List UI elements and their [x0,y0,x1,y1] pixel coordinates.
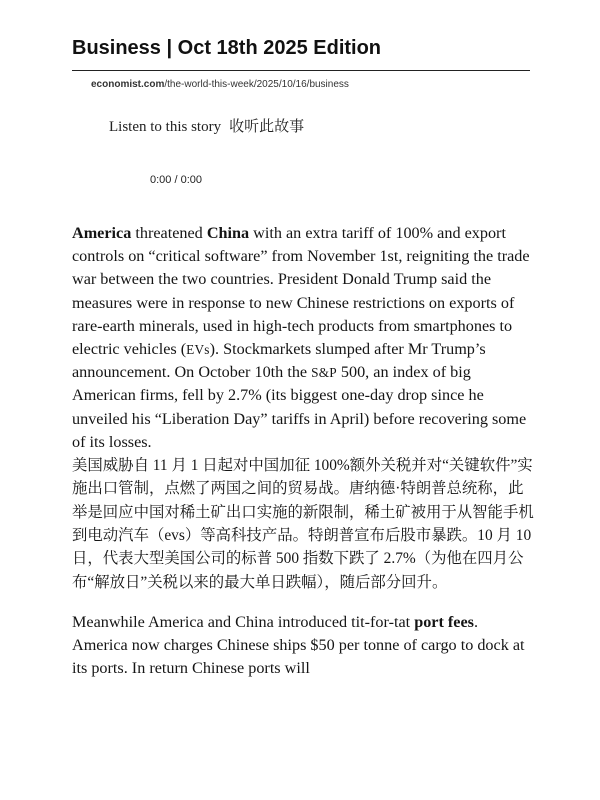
url-path: /the-world-this-week/2025/10/16/business [164,79,349,90]
listen-label-cn: 收听此故事 [229,119,305,135]
audio-player[interactable] [150,172,202,188]
article-body [72,222,534,680]
audio-time: 0:00 / 0:00 [150,174,202,186]
bold-china: China [206,224,250,242]
text-run: threatened [131,224,207,242]
text-run: ). Stockmarkets slumped after Mr Trump’s announcement. On October 10th the [72,340,486,382]
paragraph-1-chinese: 美国威胁自 11 月 1 日起对中国加征 100%额外关税并对“关键软件”实施出口管制，点燃了两国之间的贸易战。唐纳德·特朗普总统称，此举是回应中国对稀土矿出口实施的新限制，稀土矿被用于从智能手机到电动汽车（evs）等高科技产品。特朗普宣布后股市暴跌。10 月 10 日，代表大型美国公司的标普 500 指数下跌了 2.7%（为他在四月公布“解放日”关税以来的最大单日跌幅），随后部分回升。 [72,457,534,591]
small-caps-evs: EVs [186,342,210,358]
listen-to-story [109,117,304,137]
listen-label: Listen to this story [109,119,222,135]
text-run: Meanwhile America and China introduced tit-for-tat [72,612,415,631]
paragraph-2 [72,611,534,681]
source-url[interactable] [91,78,349,92]
text-run: with an extra tariff of 100% and export controls on “critical software” from November 1st, reigniting the trade war between the two countries. President Donald Trump said the measures were in response to new Chinese restrictions on exports of rare-earth minerals, used in high-tech products from smartphones to electric vehicles ( [72,224,530,359]
text-run: 500, an index of big American firms, fell by 2.7% (its biggest one-day drop since he unveiled his “Liberation Day” tariffs in April) before recovering some of its losses. [72,363,527,451]
paragraph-1 [72,222,534,454]
page-title: Business | Oct 18th 2025 Edition [72,37,382,59]
title-divider [72,70,530,71]
text-run: . America now charges Chinese ships $50 per tonne of cargo to dock at its ports. In return Chinese ports will [72,612,525,678]
url-domain: economist.com [91,79,165,90]
bold-america: America [72,224,132,242]
bold-port-fees: port fees [414,612,474,631]
small-caps-sp: S&P [311,365,337,381]
source-url-link[interactable] [91,79,349,90]
